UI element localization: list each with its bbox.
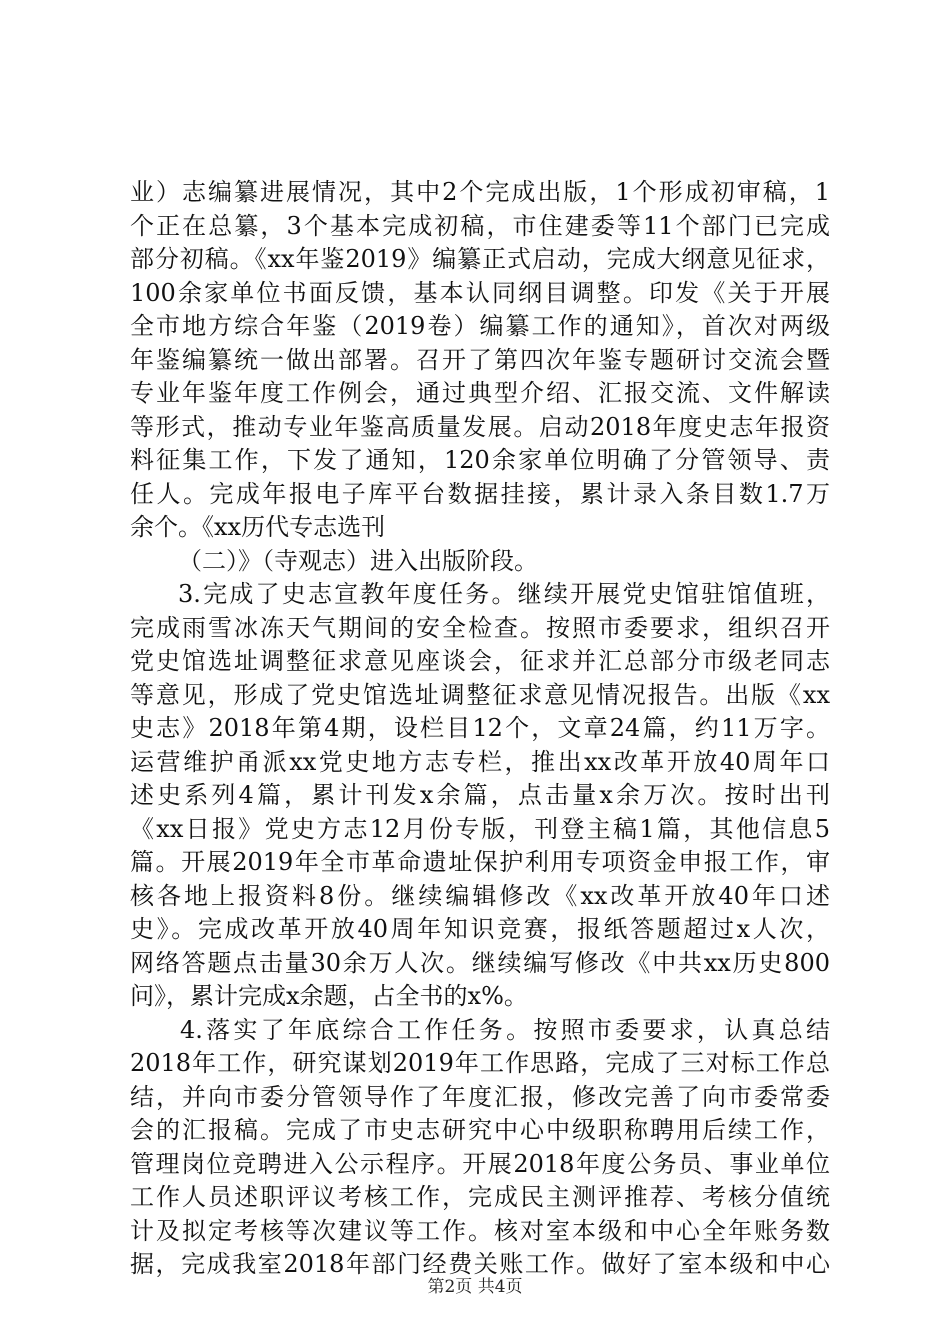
text-line: 部分初稿。《xx年鉴2019》编纂正式启动，完成大纲意见征求， — [130, 245, 830, 273]
text-line: 完成雨雪冰冻天气期间的安全检查。按照市委要求，组织召开 — [130, 613, 830, 642]
text-line: 全市地方综合年鉴（2019卷）编纂工作的通知》，首次对两级 — [130, 312, 830, 340]
text-line: 专业年鉴年度工作例会，通过典型介绍、汇报交流、文件解读 — [130, 379, 830, 407]
text-line: 问》，累计完成x余题，占全书的x%。 — [130, 982, 528, 1010]
body-text — [130, 176, 830, 1282]
text-line: 100余家单位书面反馈，基本认同纲目调整。印发《关于开展 — [130, 278, 830, 307]
page-footer: 第2页 共4页 — [427, 1277, 523, 1297]
text-line: 等意见，形成了党史馆选址调整征求意见情况报告。出版《xx — [130, 680, 830, 709]
text-line: 等形式，推动专业年鉴高质量发展。启动2018年度史志年报资 — [130, 412, 830, 441]
text-line: 史志》2018年第4期，设栏目12个，文章24篇，约11万字。 — [130, 714, 830, 742]
text-line: 篇。开展2019年全市革命遗址保护利用专项资金申报工作，审 — [130, 848, 830, 876]
text-line: 业）志编纂进展情况，其中2个完成出版，1个形成初审稿，1 — [130, 178, 830, 206]
text-line: 结，并向市委分管领导作了年度汇报，修改完善了向市委常委 — [130, 1082, 830, 1111]
text-line: 据，完成我室2018年部门经费关账工作。做好了室本级和中心 — [130, 1250, 830, 1278]
text-line: 管理岗位竞聘进入公示程序。开展2018年度公务员、事业单位 — [130, 1149, 830, 1178]
text-line: 3.完成了史志宣教年度任务。继续开展党史馆驻馆值班， — [178, 580, 830, 608]
text-line: 运营维护甬派xx党史地方志专栏，推出xx改革开放40周年口 — [130, 747, 830, 776]
text-line: 工作人员述职评议考核工作，完成民主测评推荐、考核分值统 — [130, 1183, 830, 1211]
text-line: 核各地上报资料8份。继续编辑修改《xx改革开放40年口述 — [130, 881, 830, 910]
text-line: 料征集工作，下发了通知，120余家单位明确了分管领导、责 — [130, 446, 830, 474]
text-line: 党史馆选址调整征求意见座谈会，征求并汇总部分市级老同志 — [130, 647, 830, 675]
text-line: 2018年工作，研究谋划2019年工作思路，完成了三对标工作总 — [130, 1049, 830, 1077]
text-line: 年鉴编纂统一做出部署。召开了第四次年鉴专题研讨交流会暨 — [130, 345, 830, 374]
text-line: 《xx日报》党史方志12月份专版，刊登主稿1篇，其他信息5 — [130, 814, 830, 843]
text-line: 4.落实了年底综合工作任务。按照市委要求，认真总结 — [180, 1015, 830, 1044]
text-line: 个正在总纂，3个基本完成初稿，市住建委等11个部门已完成 — [130, 211, 830, 240]
text-line: （二）》（寺观志）进入出版阶段。 — [178, 546, 538, 575]
text-line: 任人。完成年报电子库平台数据挂接，累计录入条目数1.7万 — [130, 479, 830, 508]
text-line: 余个。《xx历代专志选刊 — [130, 513, 386, 541]
text-line: 述史系列4篇，累计刊发x余篇，点击量x余万次。按时出刊 — [130, 781, 830, 809]
text-line: 会的汇报稿。完成了市史志研究中心中级职称聘用后续工作， — [130, 1116, 830, 1144]
text-line: 网络答题点击量30余万人次。继续编写修改《中共xx历史800 — [130, 948, 830, 977]
text-line: 史》。完成改革开放40周年知识竞赛，报纸答题超过x人次， — [130, 915, 830, 943]
text-line: 计及拟定考核等次建议等工作。核对室本级和中心全年账务数 — [130, 1216, 830, 1245]
